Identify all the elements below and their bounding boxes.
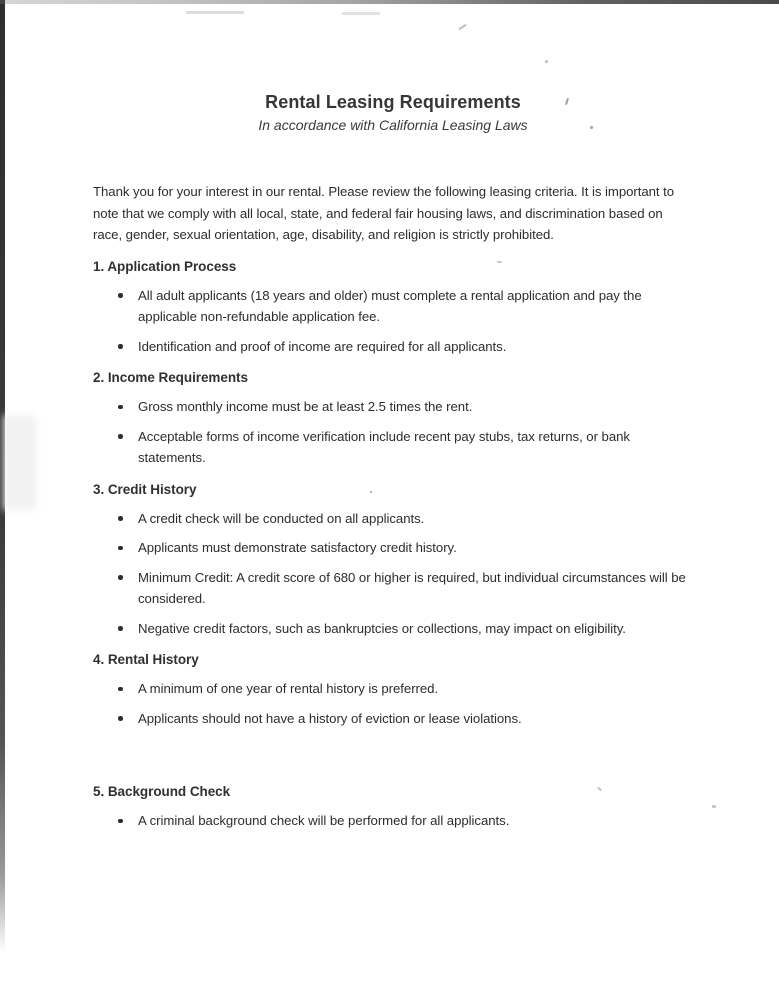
section-heading-rental-history: 4. Rental History bbox=[93, 652, 199, 667]
bullet-item: All adult applicants (18 years and older) must complete a rental application and pay the applicable non-refundable application fee. bbox=[93, 285, 690, 328]
bullet-item: Acceptable forms of income verification include recent pay stubs, tax returns, or bank statements. bbox=[93, 426, 690, 469]
document-title: Rental Leasing Requirements bbox=[265, 92, 521, 112]
bullet-list-rental-history bbox=[93, 678, 690, 729]
section-heading-background-check: 5. Background Check bbox=[93, 784, 231, 799]
section-heading-income-requirements: 2. Income Requirements bbox=[93, 370, 248, 385]
bullet-list-income-requirements bbox=[93, 396, 690, 469]
bullet-item: Applicants must demonstrate satisfactory credit history. bbox=[93, 537, 690, 559]
document-subtitle: In accordance with California Leasing Laws bbox=[258, 117, 528, 133]
bullet-item: Negative credit factors, such as bankruptcies or collections, may impact on eligibility. bbox=[93, 618, 690, 640]
bullet-item: A minimum of one year of rental history is preferred. bbox=[93, 678, 690, 700]
bullet-list-application-process bbox=[93, 285, 690, 358]
intro-paragraph: Thank you for your interest in our rental. Please review the following leasing criteria. It is important to note that we comply with all local, state, and federal fair housing laws, and discrimination based on race, gender, sexual orientation, age, disability, and religion is strictly prohibited. bbox=[93, 184, 675, 242]
bullet-list-credit-history bbox=[93, 508, 690, 640]
bullet-item: Gross monthly income must be at least 2.5 times the rent. bbox=[93, 396, 690, 418]
bullet-item: A credit check will be conducted on all applicants. bbox=[93, 508, 690, 530]
section-heading-application-process: 1. Application Process bbox=[93, 258, 237, 274]
bullet-item: A criminal background check will be performed for all applicants. bbox=[93, 810, 690, 832]
section-heading-credit-history: 3. Credit History bbox=[93, 481, 197, 497]
bullet-item: Minimum Credit: A credit score of 680 or higher is required, but individual circumstances will be considered. bbox=[93, 567, 690, 610]
bullet-list-background-check bbox=[93, 810, 690, 832]
bullet-item: Applicants should not have a history of eviction or lease violations. bbox=[93, 708, 690, 730]
bullet-item: Identification and proof of income are required for all applicants. bbox=[93, 336, 690, 358]
